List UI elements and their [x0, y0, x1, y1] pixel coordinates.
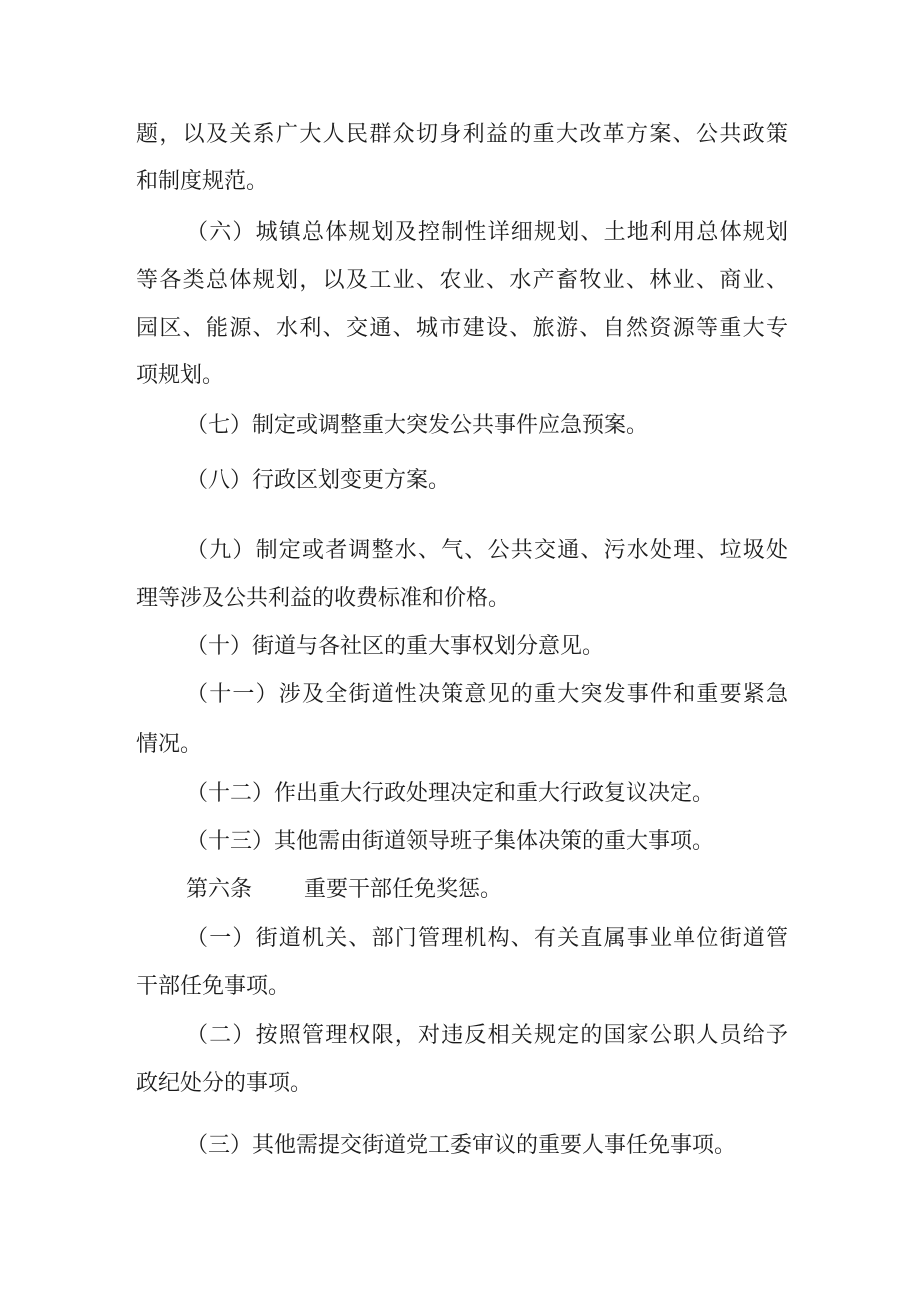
item-nine-line: （九）制定或者调整水、气、公共交通、污水处理、垃圾处	[186, 538, 788, 563]
paragraph-line: 政纪处分的事项。	[136, 1071, 313, 1096]
item-two-line: （二）按照管理权限，对违反相关规定的国家公职人员给予	[186, 1023, 788, 1048]
item-eleven-line: （十一）涉及全街道性决策意见的重大突发事件和重要紧急	[186, 682, 788, 707]
item-eight-line: （八）行政区划变更方案。	[186, 468, 451, 493]
paragraph-line: 题，以及关系广大人民群众切身利益的重大改革方案、公共政策	[136, 122, 788, 147]
item-six-line: （六）城镇总体规划及控制性详细规划、土地利用总体规划	[186, 220, 788, 245]
item-ten-line: （十）街道与各社区的重大事权划分意见。	[186, 634, 605, 659]
item-three-line: （三）其他需提交街道党工委审议的重要人事任免事项。	[186, 1133, 737, 1158]
article-six-heading	[186, 875, 502, 905]
paragraph-line: 园区、能源、水利、交通、城市建设、旅游、自然资源等重大专	[136, 316, 788, 341]
paragraph-line: 情况。	[136, 732, 203, 757]
article-title: 重要干部任免奖惩。	[304, 877, 503, 902]
paragraph-line: 理等涉及公共利益的收费标准和价格。	[136, 586, 511, 611]
paragraph-line: 和制度规范。	[136, 169, 269, 194]
paragraph-line: 等各类总体规划，以及工业、农业、水产畜牧业、林业、商业、	[136, 268, 788, 293]
item-one-line: （一）街道机关、部门管理机构、有关直属事业单位街道管	[186, 926, 788, 951]
article-number: 第六条	[186, 877, 253, 902]
paragraph-line: 干部任免事项。	[136, 974, 291, 999]
item-twelve-line: （十二）作出重大行政处理决定和重大行政复议决定。	[186, 781, 715, 806]
item-thirteen-line: （十三）其他需由街道领导班子集体决策的重大事项。	[186, 829, 715, 854]
paragraph-line: 项规划。	[136, 363, 225, 388]
item-seven-line: （七）制定或调整重大突发公共事件应急预案。	[186, 413, 649, 438]
